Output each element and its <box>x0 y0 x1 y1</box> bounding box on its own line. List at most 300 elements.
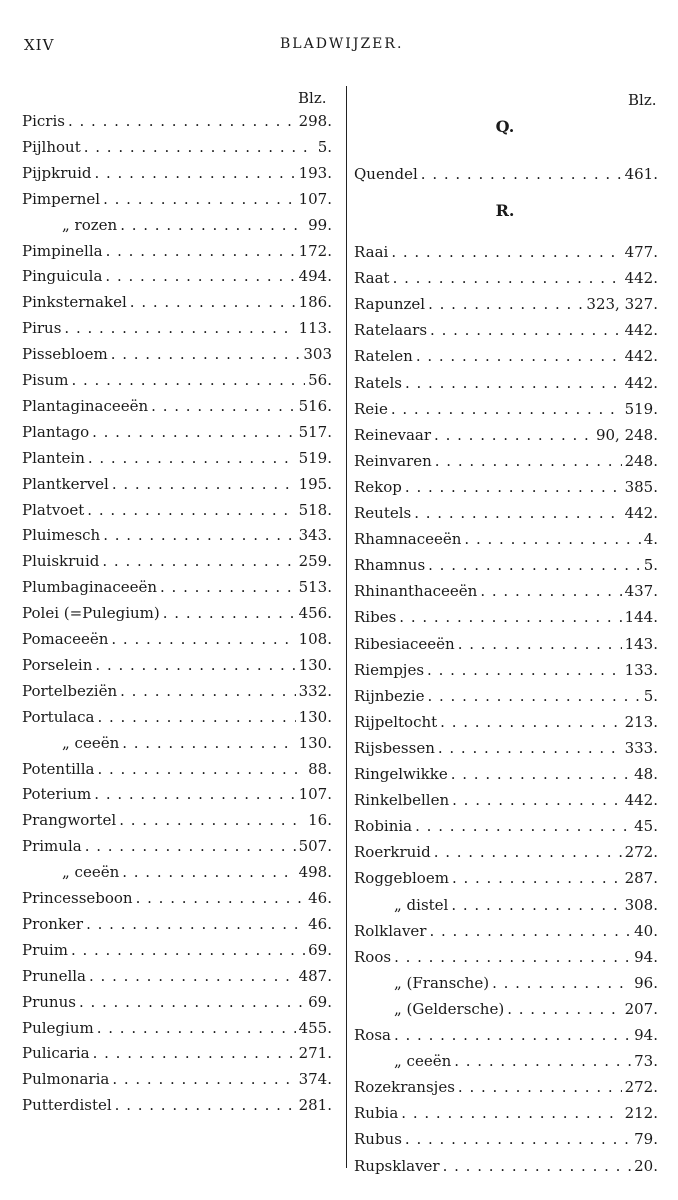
entry-term: Rekop <box>354 477 402 496</box>
index-entry <box>354 709 658 735</box>
leader-dots <box>430 317 622 343</box>
index-entry <box>22 1092 332 1118</box>
entry-page: 456. <box>298 604 332 623</box>
leader-dots <box>429 918 631 944</box>
leader-dots <box>89 963 296 989</box>
index-entry <box>354 265 658 291</box>
leader-dots <box>414 500 621 526</box>
index-entry <box>22 807 332 833</box>
leader-dots <box>416 343 622 369</box>
entry-page: 133. <box>624 660 658 679</box>
entry-page: 46. <box>308 914 332 933</box>
leader-dots <box>122 730 295 756</box>
leader-dots <box>151 393 295 419</box>
leader-dots <box>443 1153 632 1179</box>
entry-page: 108. <box>298 630 332 648</box>
index-entry <box>354 944 658 970</box>
entry-term: Ringelwikke <box>354 765 448 783</box>
entry-term: Rozekransjes <box>354 1078 455 1097</box>
entry-page: 494. <box>298 267 332 286</box>
entry-page: 69. <box>308 992 332 1011</box>
entry-term: Pijlhout <box>22 137 81 156</box>
leader-dots <box>434 839 622 865</box>
entry-term: Rubia <box>354 1104 399 1123</box>
entry-page: 343. <box>298 526 332 545</box>
entry-term: Portulaca <box>22 707 95 726</box>
entry-term: Princesseboon <box>22 889 133 907</box>
entry-term: Platvoet <box>22 500 85 519</box>
entry-page: 308. <box>624 895 658 914</box>
leader-dots <box>464 526 640 552</box>
entry-page: 487. <box>298 966 332 985</box>
entry-page: 442. <box>624 791 658 810</box>
index-entry <box>22 497 332 523</box>
index-entry <box>22 937 332 963</box>
entry-page: 332. <box>298 681 332 700</box>
entry-page: 88. <box>308 759 332 778</box>
entry-page: 193. <box>298 163 332 182</box>
index-entry <box>354 683 658 709</box>
entry-page: 107. <box>298 189 332 208</box>
leader-dots <box>136 885 306 911</box>
entry-page: 498. <box>298 863 332 882</box>
entry-term: Polei (=Pulegium) <box>22 604 160 623</box>
index-entry <box>354 552 658 578</box>
leader-dots <box>64 315 295 341</box>
entry-page: 455. <box>298 1018 332 1037</box>
index-entry <box>22 730 332 756</box>
entry-page: 48. <box>634 765 658 783</box>
index-entry <box>354 317 658 343</box>
entry-page: 477. <box>624 243 658 261</box>
index-entry <box>354 1074 658 1100</box>
index-entry <box>354 500 658 526</box>
entry-page: 99. <box>308 215 332 234</box>
entry-page: 73. <box>634 1052 658 1071</box>
entry-page: 271. <box>298 1044 332 1063</box>
entry-term: Raat <box>354 269 390 288</box>
section-letter: R. <box>495 201 515 220</box>
entry-page: 516. <box>298 396 332 415</box>
entry-page: 16. <box>308 811 332 830</box>
index-entry <box>354 761 658 787</box>
entry-term: Pruim <box>22 940 68 959</box>
entry-term: Pulmonaria <box>22 1070 110 1089</box>
index-entry <box>22 134 332 160</box>
index-entry <box>354 1022 658 1048</box>
index-entry <box>354 1126 658 1152</box>
entry-page: 259. <box>298 552 332 571</box>
leader-dots <box>391 396 622 422</box>
index-entry <box>354 787 658 813</box>
leader-dots <box>84 134 315 160</box>
index-entry <box>22 289 332 315</box>
entry-term: Rubus <box>354 1130 402 1149</box>
index-entry <box>22 471 332 497</box>
leader-dots <box>71 937 305 963</box>
entry-term: Robinia <box>354 817 413 836</box>
entry-term: Roos <box>354 947 392 966</box>
leader-dots <box>120 678 295 704</box>
index-entry <box>354 239 658 265</box>
index-entry <box>354 657 658 683</box>
index-entry <box>22 1066 332 1092</box>
index-entry <box>22 263 332 289</box>
entry-term: „ rozen <box>62 215 118 234</box>
entry-term: Riempjes <box>354 660 425 679</box>
entry-page: 461. <box>624 165 658 183</box>
index-entry <box>22 1040 332 1066</box>
index-entry <box>354 604 658 630</box>
leader-dots <box>492 970 631 996</box>
entry-term: Pisum <box>22 371 69 389</box>
entry-term: Pinguicula <box>22 267 103 286</box>
entry-term: Ribes <box>354 608 397 627</box>
entry-page: 40. <box>634 921 658 940</box>
entry-term: Prunella <box>22 966 86 985</box>
index-entry <box>22 1015 332 1041</box>
entry-term: Portelbeziën <box>22 681 118 700</box>
entry-term: „ ceeën <box>62 733 120 752</box>
index-entry <box>22 393 332 419</box>
leader-dots <box>421 161 622 187</box>
entry-page: 519. <box>624 399 658 418</box>
entry-page: 442. <box>624 373 658 392</box>
entry-term: Picris <box>22 112 65 130</box>
entry-term: Poterium <box>22 785 92 804</box>
leader-dots <box>97 1015 296 1041</box>
entry-page: 517. <box>298 422 332 441</box>
entry-term: Rijpeltocht <box>354 712 438 731</box>
entry-page: 272. <box>624 843 658 862</box>
leader-dots <box>92 419 295 445</box>
entry-page: 287. <box>624 869 658 888</box>
entry-page: 79. <box>634 1130 658 1149</box>
index-entry <box>354 291 658 317</box>
index-entry <box>22 341 332 367</box>
entry-term: Pimpernel <box>22 189 101 208</box>
leader-dots <box>94 160 295 186</box>
entry-page: 107. <box>298 785 332 804</box>
entry-page: 248. <box>624 451 658 470</box>
entry-term: Rupsklaver <box>354 1156 440 1175</box>
index-entry <box>354 865 658 891</box>
leader-dots <box>122 859 295 885</box>
entry-term: Putterdistel <box>22 1096 112 1115</box>
entry-term: Pijpkruid <box>22 163 92 182</box>
index-entry <box>22 652 332 678</box>
leader-dots <box>440 709 621 735</box>
entry-page: 281. <box>298 1096 332 1115</box>
leader-dots <box>85 833 296 859</box>
index-entry <box>354 970 658 996</box>
leader-dots <box>394 1022 631 1048</box>
entry-term: Plantein <box>22 448 85 467</box>
leader-dots <box>106 238 296 264</box>
index-entry <box>354 735 658 761</box>
entry-page: 56. <box>308 371 332 389</box>
entry-term: Rijnbezie <box>354 686 425 705</box>
entry-term: Plantago <box>22 422 90 441</box>
index-entry <box>22 859 332 885</box>
leader-dots <box>427 683 640 709</box>
entry-term: Quendel <box>354 165 418 183</box>
leader-dots <box>458 1074 622 1100</box>
entry-term: Pluimesch <box>22 526 101 545</box>
entry-page: 172. <box>298 241 332 260</box>
entry-term: Rolklaver <box>354 921 427 940</box>
leader-dots <box>87 497 295 523</box>
index-entry <box>354 422 658 448</box>
entry-term: „ distel <box>394 895 449 914</box>
index-entry <box>354 631 658 657</box>
leader-dots <box>415 813 631 839</box>
index-entry <box>22 989 332 1015</box>
entry-term: Reinvaren <box>354 451 432 470</box>
section-letter: Q. <box>495 117 515 136</box>
leader-dots <box>93 1040 296 1066</box>
index-entry <box>354 448 658 474</box>
leader-dots <box>394 944 631 970</box>
leader-dots <box>451 892 621 918</box>
index-entry <box>22 445 332 471</box>
leader-dots <box>427 657 622 683</box>
index-entry <box>354 578 658 604</box>
entry-page: 90, 248. <box>595 425 658 444</box>
entry-page: 323, 327. <box>586 295 658 314</box>
entry-page: 442. <box>624 347 658 366</box>
entry-term: Reinevaar <box>354 425 432 444</box>
index-entry <box>354 1100 658 1126</box>
leader-dots <box>112 1066 295 1092</box>
index-entry <box>22 756 332 782</box>
entry-page: 442. <box>624 269 658 288</box>
leader-dots <box>103 186 295 212</box>
entry-page: 507. <box>298 837 332 856</box>
entry-term: Plantkervel <box>22 474 109 493</box>
entry-page: 212. <box>624 1104 658 1123</box>
entry-term: Porselein <box>22 655 93 674</box>
entry-page: 442. <box>624 321 658 340</box>
leader-dots <box>405 1126 631 1152</box>
entry-term: Pulicaria <box>22 1044 90 1063</box>
leader-dots <box>451 761 631 787</box>
entry-term: Ratelaars <box>354 321 428 340</box>
index-entry <box>354 1153 658 1179</box>
leader-dots <box>435 448 622 474</box>
entry-page: 5. <box>643 686 658 705</box>
leader-dots <box>401 1100 621 1126</box>
leader-dots <box>393 265 622 291</box>
entry-page: 4. <box>643 530 658 549</box>
index-entry <box>354 1048 658 1074</box>
entry-page: 94. <box>634 1026 658 1044</box>
leader-dots <box>97 756 305 782</box>
entry-page: 385. <box>624 477 658 496</box>
leader-dots <box>119 807 305 833</box>
index-entry <box>354 474 658 500</box>
index-entry <box>354 343 658 369</box>
leader-dots <box>103 522 295 548</box>
entry-term: Prunus <box>22 992 76 1011</box>
entry-page: 195. <box>298 474 332 493</box>
index-entry <box>354 839 658 865</box>
running-title: BLADWIJZER. <box>280 36 404 52</box>
index-entry <box>22 548 332 574</box>
leader-dots <box>438 735 622 761</box>
leader-dots <box>391 239 621 265</box>
column-divider <box>346 86 347 1168</box>
entry-page: 143. <box>624 634 658 653</box>
leader-dots <box>160 574 296 600</box>
entry-page: 333. <box>624 738 658 757</box>
index-entry <box>354 526 658 552</box>
leader-dots <box>399 604 621 630</box>
entry-page: 374. <box>298 1070 332 1089</box>
entry-term: Roerkruid <box>354 843 431 862</box>
entry-term: Prangwortel <box>22 811 117 830</box>
leader-dots <box>102 548 295 574</box>
index-entry <box>354 996 658 1022</box>
leader-dots <box>480 578 621 604</box>
entry-term: „ (Geldersche) <box>394 999 505 1018</box>
page-number: XIV <box>24 36 55 54</box>
entry-term: Reutels <box>354 504 412 522</box>
entry-page: 213. <box>624 712 658 731</box>
entry-term: Plumbaginaceeën <box>22 578 158 597</box>
leader-dots <box>79 989 305 1015</box>
index-entry <box>22 574 332 600</box>
entry-term: Ribesiaceeën <box>354 634 455 653</box>
entry-term: Pirus <box>22 319 62 338</box>
index-entry <box>354 396 658 422</box>
entry-term: Pulegium <box>22 1018 94 1037</box>
entry-page: 46. <box>308 889 332 907</box>
leader-dots <box>68 108 296 134</box>
index-entry <box>354 370 658 396</box>
index-entry <box>22 419 332 445</box>
leader-dots <box>405 370 622 396</box>
entry-term: Rhinanthaceeën <box>354 582 478 601</box>
entry-page: 96. <box>634 973 658 992</box>
leader-dots <box>112 471 296 497</box>
leader-dots <box>71 367 305 393</box>
leader-dots <box>405 474 622 500</box>
leader-dots <box>86 911 305 937</box>
entry-page: 518. <box>298 500 332 519</box>
index-entry <box>22 885 332 911</box>
leader-dots <box>452 865 622 891</box>
entry-page: 113. <box>298 319 332 338</box>
entry-term: „ ceeën <box>62 863 120 882</box>
entry-term: Rhamnus <box>354 556 426 575</box>
index-entry <box>22 781 332 807</box>
entry-term: Plantaginaceeën <box>22 396 149 415</box>
entry-term: Pinksternakel <box>22 293 127 312</box>
index-entry <box>22 522 332 548</box>
leader-dots <box>115 1092 296 1118</box>
entry-page: 5. <box>643 556 658 575</box>
leader-dots <box>95 652 295 678</box>
leader-dots <box>452 787 621 813</box>
index-entry <box>22 160 332 186</box>
index-entry <box>22 626 332 652</box>
leader-dots <box>428 552 641 578</box>
entry-page: 519. <box>298 448 332 467</box>
entry-term: „ ceeën <box>394 1052 452 1071</box>
index-entry <box>22 186 332 212</box>
index-entry <box>22 678 332 704</box>
index-entry <box>22 315 332 341</box>
entry-term: Roggebloem <box>354 869 449 888</box>
entry-term: Rinkelbellen <box>354 791 450 810</box>
entry-page: 20. <box>634 1156 658 1175</box>
index-entry <box>22 212 332 238</box>
entry-term: Primula <box>22 837 82 856</box>
entry-term: Rosa <box>354 1026 391 1044</box>
entry-page: 442. <box>624 504 658 522</box>
entry-page: 513. <box>298 578 332 597</box>
leader-dots <box>130 289 296 315</box>
entry-page: 303 <box>303 345 332 364</box>
entry-term: Raai <box>354 243 389 261</box>
leader-dots <box>111 626 295 652</box>
leader-dots <box>97 704 295 730</box>
leader-dots <box>507 996 621 1022</box>
leader-dots <box>88 445 296 471</box>
index-entry <box>354 813 658 839</box>
entry-term: Rijsbessen <box>354 738 435 757</box>
leader-dots <box>434 422 593 448</box>
entry-page: 207. <box>624 999 658 1018</box>
index-entry <box>22 963 332 989</box>
entry-term: Rapunzel <box>354 295 426 314</box>
index-entry <box>22 238 332 264</box>
entry-term: Reie <box>354 399 388 418</box>
entry-page: 144. <box>624 608 658 627</box>
entry-term: „ (Fransche) <box>394 973 490 992</box>
entry-page: 272. <box>624 1078 658 1097</box>
leader-dots <box>454 1048 631 1074</box>
index-entry <box>22 911 332 937</box>
leader-dots <box>94 781 295 807</box>
entry-term: Ratelen <box>354 347 413 366</box>
leader-dots <box>111 341 301 367</box>
entry-term: Ratels <box>354 373 402 392</box>
entry-page: 130. <box>298 655 332 674</box>
entry-page: 437. <box>624 582 658 601</box>
entry-term: Pluiskruid <box>22 552 100 571</box>
entry-term: Pissebloem <box>22 345 108 364</box>
index-entry <box>354 918 658 944</box>
index-entry <box>22 704 332 730</box>
index-entry <box>22 833 332 859</box>
entry-page: 94. <box>634 947 658 966</box>
leader-dots <box>458 631 622 657</box>
entry-page: 45. <box>634 817 658 836</box>
leader-dots <box>120 212 305 238</box>
index-entry <box>22 600 332 626</box>
entry-term: Pimpinella <box>22 241 103 260</box>
entry-page: 186. <box>298 293 332 312</box>
entry-term: Potentilla <box>22 759 95 778</box>
blz-heading-right: Blz. <box>628 91 657 109</box>
entry-page: 5. <box>317 137 332 156</box>
blz-heading-left: Blz. <box>298 89 327 107</box>
entry-page: 130. <box>298 733 332 752</box>
entry-page: 298. <box>298 112 332 130</box>
entry-term: Pronker <box>22 914 84 933</box>
